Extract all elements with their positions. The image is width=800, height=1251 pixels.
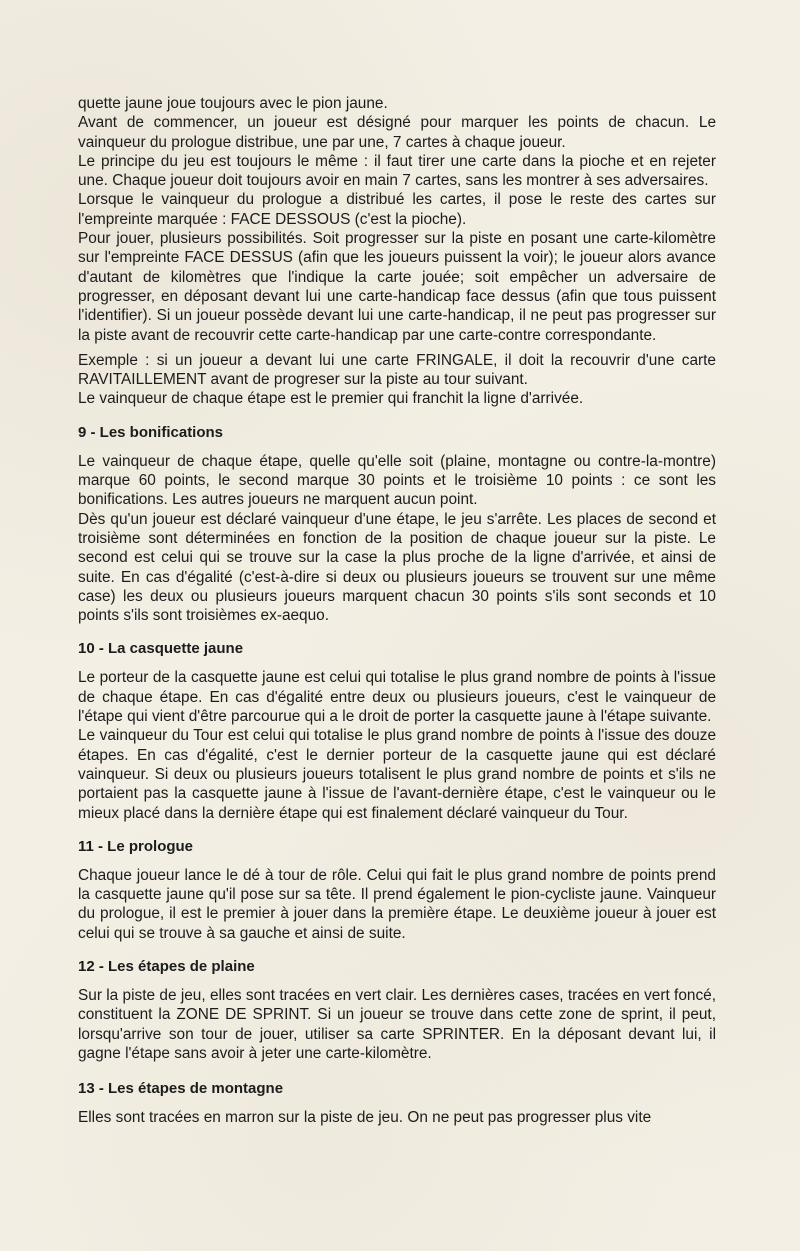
paragraph: Exemple : si un joueur a devant lui une carte FRINGALE, il doit la recouvrir d'une carte RAVITAILLEMENT avant de progreser sur la piste au tour suivant. — [78, 351, 716, 389]
document-page — [78, 94, 716, 1127]
section-heading: 13 - Les étapes de montagne — [78, 1080, 284, 1098]
section-etapes-plaine — [78, 957, 716, 1063]
section-heading: 12 - Les étapes de plaine — [78, 957, 255, 975]
intro-block — [78, 94, 716, 409]
paragraph: Pour jouer, plusieurs possibilités. Soit progresser sur la piste en posant une carte-kilomètre sur l'empreinte FACE DESSUS (afin que les joueurs puissent la voir); le joueur alors avance d'autant de kilomètres que l'indique la carte jouée; soit empêcher un adversaire de progresser, en déposant devant lui une carte-handicap face dessus (afin que tous puissent l'identifier). Si un joueur possède devant lui une carte-handicap, il ne peut pas progresser sur la piste avant de recouvrir cette carte-handicap par une carte-contre correspondante. — [78, 230, 716, 344]
section-heading: 11 - Le prologue — [78, 837, 194, 855]
paragraph: Le vainqueur du Tour est celui qui totalise le plus grand nombre de points à l'issue des douze étapes. En cas d'égalité, c'est le dernier porteur de la casquette jaune qui est déclaré vainqueur. Si deux ou plusieurs joueurs totalisent le plus grand nombre de points et s'ils ne portaient pas la casquette jaune à l'issue de l'avant-dernière étape, c'est le vainqueur ou le mieux placé dans la dernière étape qui est finalement déclaré vainqueur du Tour. — [78, 727, 716, 822]
paragraph: Lorsque le vainqueur du prologue a distribué les cartes, il pose le reste des cartes sur l'empreinte marquée : FACE DESSOUS (c'est la pioche). — [78, 191, 716, 228]
paragraph: Sur la piste de jeu, elles sont tracées en vert clair. Les dernières cases, tracées en vert foncé, constituent la ZONE DE SPRINT. Si un joueur se trouve dans cette zone de sprint, il peut, lorsqu'arrive son tour de jouer, utiliser sa carte SPRINTER. En la déposant devant lui, il gagne l'étape sans avoir à jeter une carte-kilomètre. — [78, 986, 716, 1062]
paragraph: Chaque joueur lance le dé à tour de rôle. Celui qui fait le plus grand nombre de points prend la casquette jaune qu'il pose sur sa tête. Il prend également le pion-cycliste jaune. Vainqueur du prologue, il est le premier à jouer dans la première étape. Le deuxième joueur à jouer est celui qui se trouve à sa gauche et ainsi de suite. — [78, 866, 716, 942]
section-bonifications — [78, 423, 716, 626]
paragraph: Le porteur de la casquette jaune est celui qui totalise le plus grand nombre de points à l'issue de chaque étape. En cas d'égalité entre deux ou plusieurs joueurs, c'est le vainqueur de l'étape qui vient d'être parcourue qui a le droit de porter la casquette jaune à l'étape suivante. — [78, 669, 716, 726]
section-prologue — [78, 837, 716, 943]
paragraph: Elles sont tracées en marron sur la piste de jeu. On ne peut pas progresser plus vite — [78, 1109, 652, 1127]
paragraph: Le vainqueur de chaque étape est le premier qui franchit la ligne d'arrivée. — [78, 390, 584, 408]
paragraph: Avant de commencer, un joueur est désigné pour marquer les points de chacun. Le vainqueur du prologue distribue, une par une, 7 cartes à chaque joueur. — [78, 114, 716, 151]
paragraph: Le principe du jeu est toujours le même : il faut tirer une carte dans la pioche et en rejeter une. Chaque joueur doit toujours avoir en main 7 cartes, sans les montrer à ses adversaires. — [78, 152, 716, 190]
section-heading: 10 - La casquette jaune — [78, 640, 244, 658]
section-etapes-montagne — [78, 1079, 716, 1127]
paragraph: quette jaune joue toujours avec le pion jaune. — [78, 95, 388, 112]
section-heading: 9 - Les bonifications — [78, 423, 224, 441]
paragraph: Le vainqueur de chaque étape, quelle qu'elle soit (plaine, montagne ou contre-la-montre) marque 60 points, le second marque 30 points et le troisième 10 points : ce sont les bonifications. Les autres joueurs ne marquent aucun point. — [78, 452, 716, 509]
section-casquette-jaune — [78, 639, 716, 822]
paragraph: Dès qu'un joueur est déclaré vainqueur d'une étape, le jeu s'arrête. Les places de second et troisième sont déterminées en fonction de la position de chaque joueur sur la piste. Le second est celui qui se trouve sur la case la plus proche de la ligne d'arrivée, et ainsi de suite. En cas d'égalité (c'est-à-dire si deux ou plusieurs joueurs se trouvent sur une même case) les deux ou plusieurs joueurs marquent chacun 30 points s'ils sont seconds et 10 points s'ils sont troisièmes ex-aequo. — [78, 510, 716, 625]
